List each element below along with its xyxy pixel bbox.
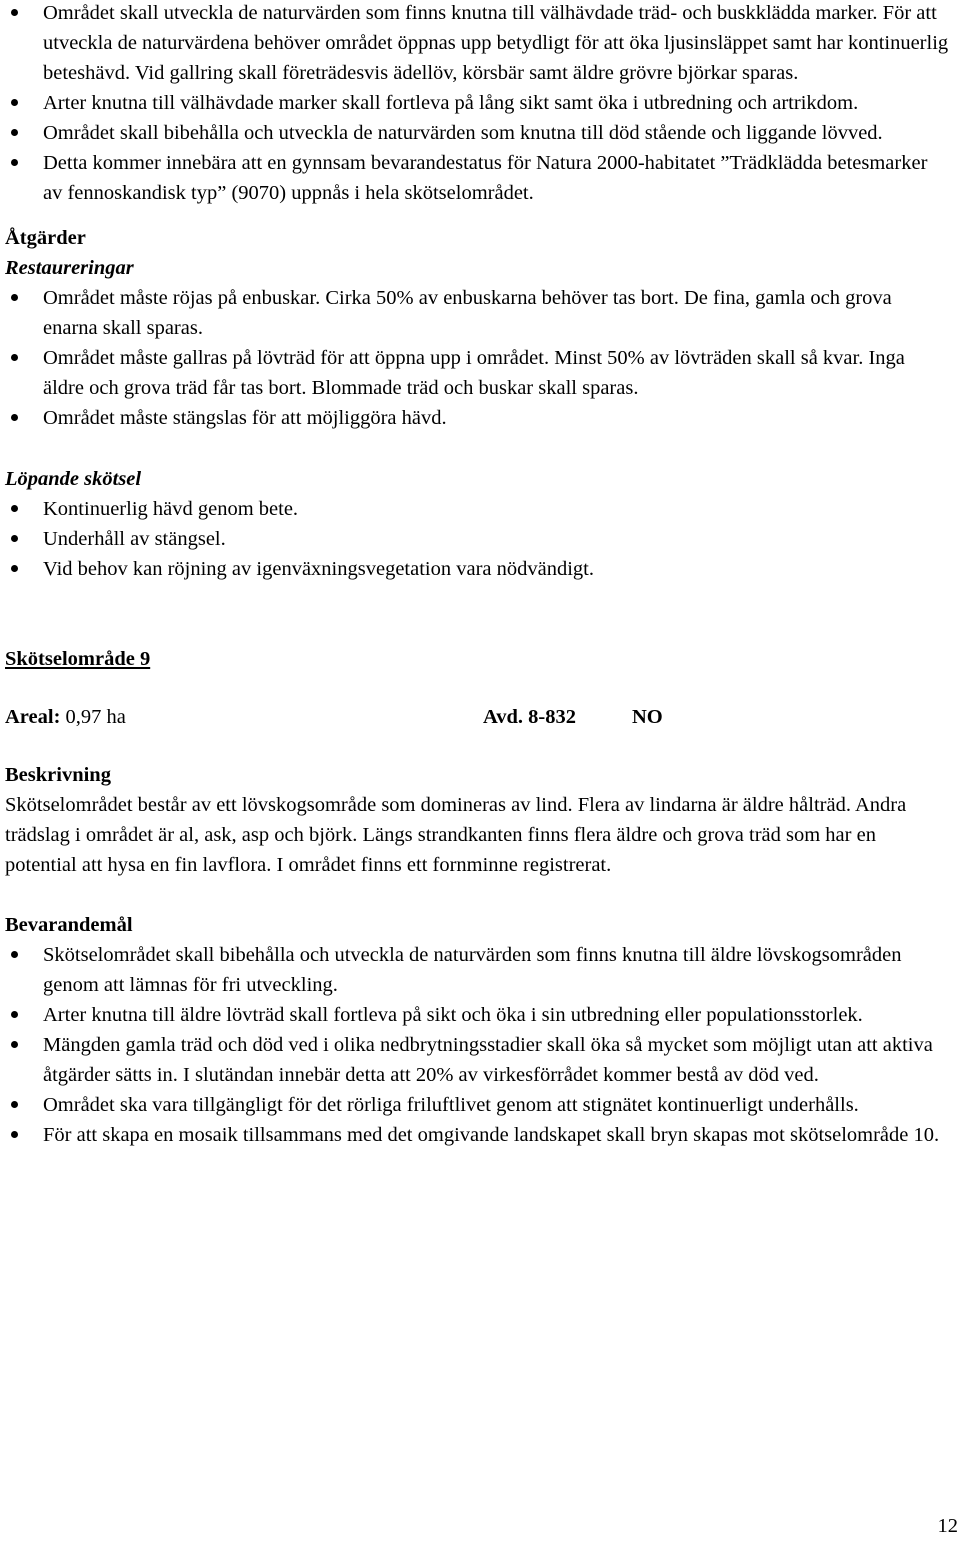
areal-row [5,702,950,732]
list-item [5,343,950,403]
list-item [5,494,950,524]
list-item [5,403,950,433]
list-item [5,148,950,208]
list-item-text: Underhåll av stängsel. [43,528,226,550]
bullet-icon [11,99,18,106]
areal-value: 0,97 ha [60,706,126,728]
bullet-icon [11,294,18,301]
section-title: Skötselområde 9 [5,648,151,670]
list-item [5,1000,950,1030]
bullet-icon [11,505,18,512]
list-item [5,1120,950,1150]
bullet-icon [11,159,18,166]
list-item-text: Kontinuerlig hävd genom bete. [43,498,299,520]
bullet-icon [11,535,18,542]
lopande-skotsel-list [5,494,950,584]
list-item [5,1030,950,1090]
bullet-icon [11,354,18,361]
list-item-text: Området måste stängslas för att möjliggöra hävd. [43,407,447,429]
bullet-icon [11,129,18,136]
lopande-skotsel-heading: Löpande skötsel [5,468,142,490]
list-item-text: Detta kommer innebära att en gynnsam bevarandestatus för Natura 2000-habitatet ”Trädklädda betesmarker av fennoskandisk typ” (9070) uppnås i hela skötselområdet. [43,152,928,204]
atgarder-heading: Åtgärder [5,227,86,249]
list-item-text: För att skapa en mosaik tillsammans med det omgivande landskapet skall bryn skapas mot skötselområde 10. [43,1124,940,1146]
restaureringar-heading: Restaureringar [5,257,134,279]
bevarandemal-list [5,940,950,1150]
avd-value: Avd. 8-832 [483,706,577,728]
list-item-text: Området måste gallras på lövträd för att öppna upp i området. Minst 50% av lövträden skall så kvar. Inga äldre och grova träd får tas bort. Blommade träd och buskar skall sparas. [43,347,905,399]
list-item [5,554,950,584]
list-item-text: Vid behov kan röjning av igenväxningsvegetation vara nödvändigt. [43,558,594,580]
areal-label: Areal: [5,706,61,728]
bullet-icon [11,565,18,572]
bullet-icon [11,1131,18,1138]
list-item-text: Området ska vara tillgängligt för det rörliga friluftlivet genom att stignätet kontinuerligt underhålls. [43,1094,859,1116]
list-item-text: Området skall utveckla de naturvärden som finns knutna till välhävdade träd- och buskklädda marker. För att utveckla de naturvärdena behöver området öppnas upp betydligt för att öka ljusinsläppet samt har kontinuerlig beteshävd. Vid gallring skall företrädesvis ädellöv, körsbär samt äldre grövre björkar sparas. [43,2,949,84]
conservation-goals-list-top [5,0,950,208]
code-value: NO [632,706,663,728]
bullet-icon [11,1011,18,1018]
page-number: 12 [937,1515,958,1537]
document-page [5,0,950,1150]
bullet-icon [11,414,18,421]
bullet-icon [11,1101,18,1108]
bullet-icon [11,1041,18,1048]
list-item [5,118,950,148]
list-item [5,0,950,88]
list-item [5,283,950,343]
bullet-icon [11,9,18,16]
beskrivning-heading: Beskrivning [5,764,111,786]
list-item [5,1090,950,1120]
list-item-text: Området måste röjas på enbuskar. Cirka 50% av enbuskarna behöver tas bort. De fina, gamla och grova enarna skall sparas. [43,287,892,339]
areal-field [5,706,126,728]
list-item-text: Området skall bibehålla och utveckla de naturvärden som knutna till död stående och liggande lövved. [43,122,883,144]
restaureringar-list [5,283,950,433]
list-item-text: Mängden gamla träd och död ved i olika nedbrytningsstadier skall öka så mycket som möjligt utan att aktiva åtgärder sätts in. I slutändan innebär detta att 20% av virkesförrådet kommer bestå av död ved. [43,1034,933,1086]
list-item [5,88,950,118]
list-item-text: Skötselområdet skall bibehålla och utveckla de naturvärden som finns knutna till äldre lövskogsområden genom att lämnas för fri utveckling. [43,944,902,996]
bevarandemal-heading: Bevarandemål [5,914,133,936]
list-item [5,524,950,554]
beskrivning-text: Skötselområdet består av ett lövskogsområde som domineras av lind. Flera av lindarna är äldre hålträd. Andra trädslag i området är al, ask, asp och björk. Längs strandkanten finns flera äldre och grova träd som har en potential att hysa en fin lavflora. I området finns ett fornminne registrerat. [5,794,907,876]
list-item [5,940,950,1000]
list-item-text: Arter knutna till äldre lövträd skall fortleva på sikt och öka i sin utbredning eller populationsstorlek. [43,1004,863,1026]
list-item-text: Arter knutna till välhävdade marker skall fortleva på lång sikt samt öka i utbredning och artrikdom. [43,92,859,114]
bullet-icon [11,951,18,958]
